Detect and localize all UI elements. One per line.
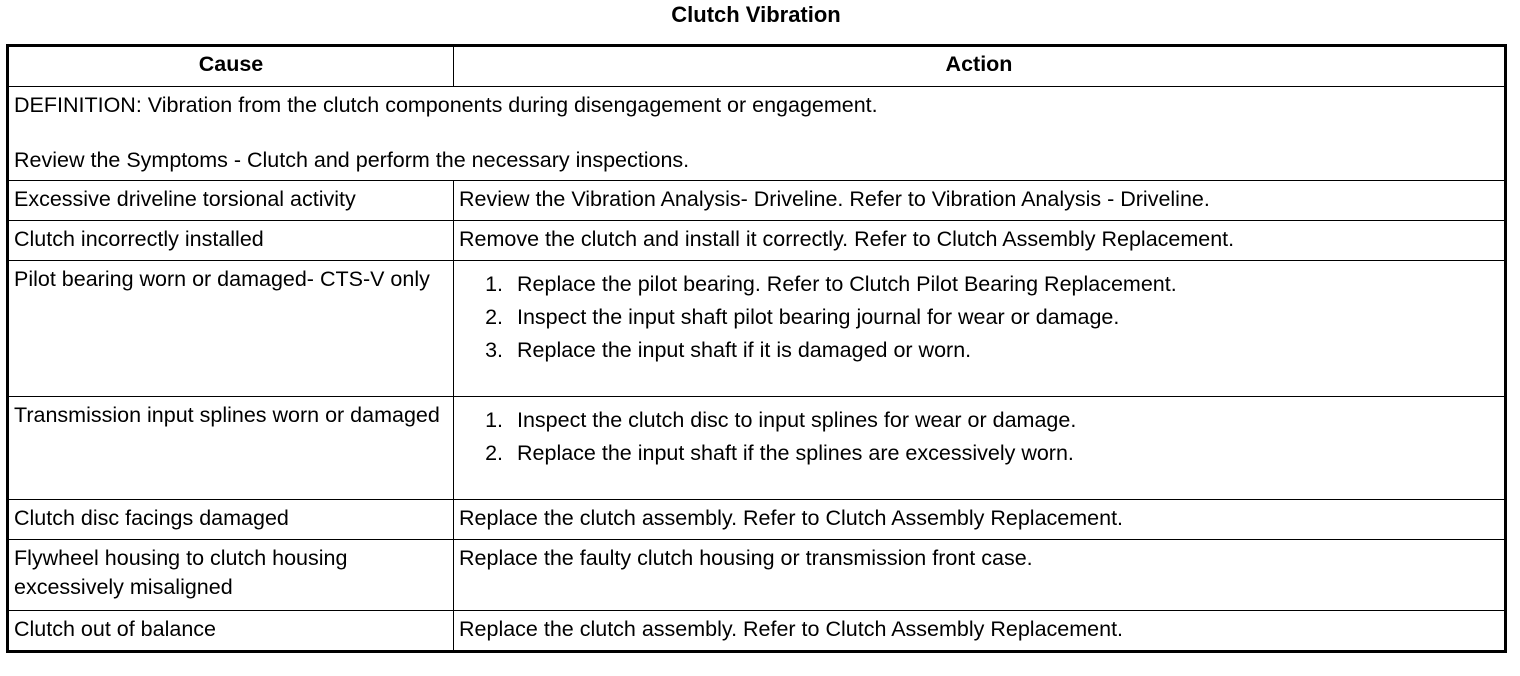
column-header-action: Action xyxy=(454,46,1506,87)
table-row xyxy=(8,221,1506,261)
action-cell: Replace the clutch assembly. Refer to Clutch Assembly Replacement. xyxy=(454,500,1506,540)
table-row xyxy=(8,611,1506,652)
action-step: 2. Inspect the input shaft pilot bearing journal for wear or damage. xyxy=(509,301,1499,334)
cause-cell: Clutch incorrectly installed xyxy=(8,221,454,261)
cause-cell: Flywheel housing to clutch housing excessively misaligned xyxy=(8,540,454,611)
action-cell: Remove the clutch and install it correctly. Refer to Clutch Assembly Replacement. xyxy=(454,221,1506,261)
table-row xyxy=(8,397,1506,500)
review-symptoms-text: Review the Symptoms - Clutch and perform the necessary inspections. xyxy=(14,148,690,172)
definition-text: DEFINITION: Vibration from the clutch components during disengagement or engagement. xyxy=(14,93,878,117)
action-steps-list xyxy=(459,404,1499,470)
column-header-cause: Cause xyxy=(8,46,454,87)
action-step: 2. Replace the input shaft if the splines are excessively worn. xyxy=(509,437,1499,470)
table-header-row xyxy=(8,46,1506,87)
cause-cell: Clutch out of balance xyxy=(8,611,454,652)
table-row xyxy=(8,261,1506,397)
cause-cell: Pilot bearing worn or damaged- CTS-V only xyxy=(8,261,454,397)
cause-cell: Clutch disc facings damaged xyxy=(8,500,454,540)
action-cell: Review the Vibration Analysis- Driveline. Refer to Vibration Analysis - Driveline. xyxy=(454,181,1506,221)
definition-row xyxy=(8,87,1506,181)
table-row xyxy=(8,540,1506,611)
action-step: 1. Inspect the clutch disc to input splines for wear or damage. xyxy=(509,404,1499,437)
table-row xyxy=(8,181,1506,221)
action-cell: Replace the clutch assembly. Refer to Clutch Assembly Replacement. xyxy=(454,611,1506,652)
action-cell xyxy=(454,397,1506,500)
action-step: 3. Replace the input shaft if it is damaged or worn. xyxy=(509,334,1499,367)
page-title: Clutch Vibration xyxy=(671,2,841,27)
definition-cell xyxy=(8,87,1506,181)
action-step: 1. Replace the pilot bearing. Refer to Clutch Pilot Bearing Replacement. xyxy=(509,268,1499,301)
table-row xyxy=(8,500,1506,540)
action-steps-list xyxy=(459,268,1499,367)
cause-cell: Transmission input splines worn or damaged xyxy=(8,397,454,500)
action-cell xyxy=(454,261,1506,397)
cause-cell: Excessive driveline torsional activity xyxy=(8,181,454,221)
diagnostic-table xyxy=(6,44,1507,653)
action-cell: Replace the faulty clutch housing or transmission front case. xyxy=(454,540,1506,611)
